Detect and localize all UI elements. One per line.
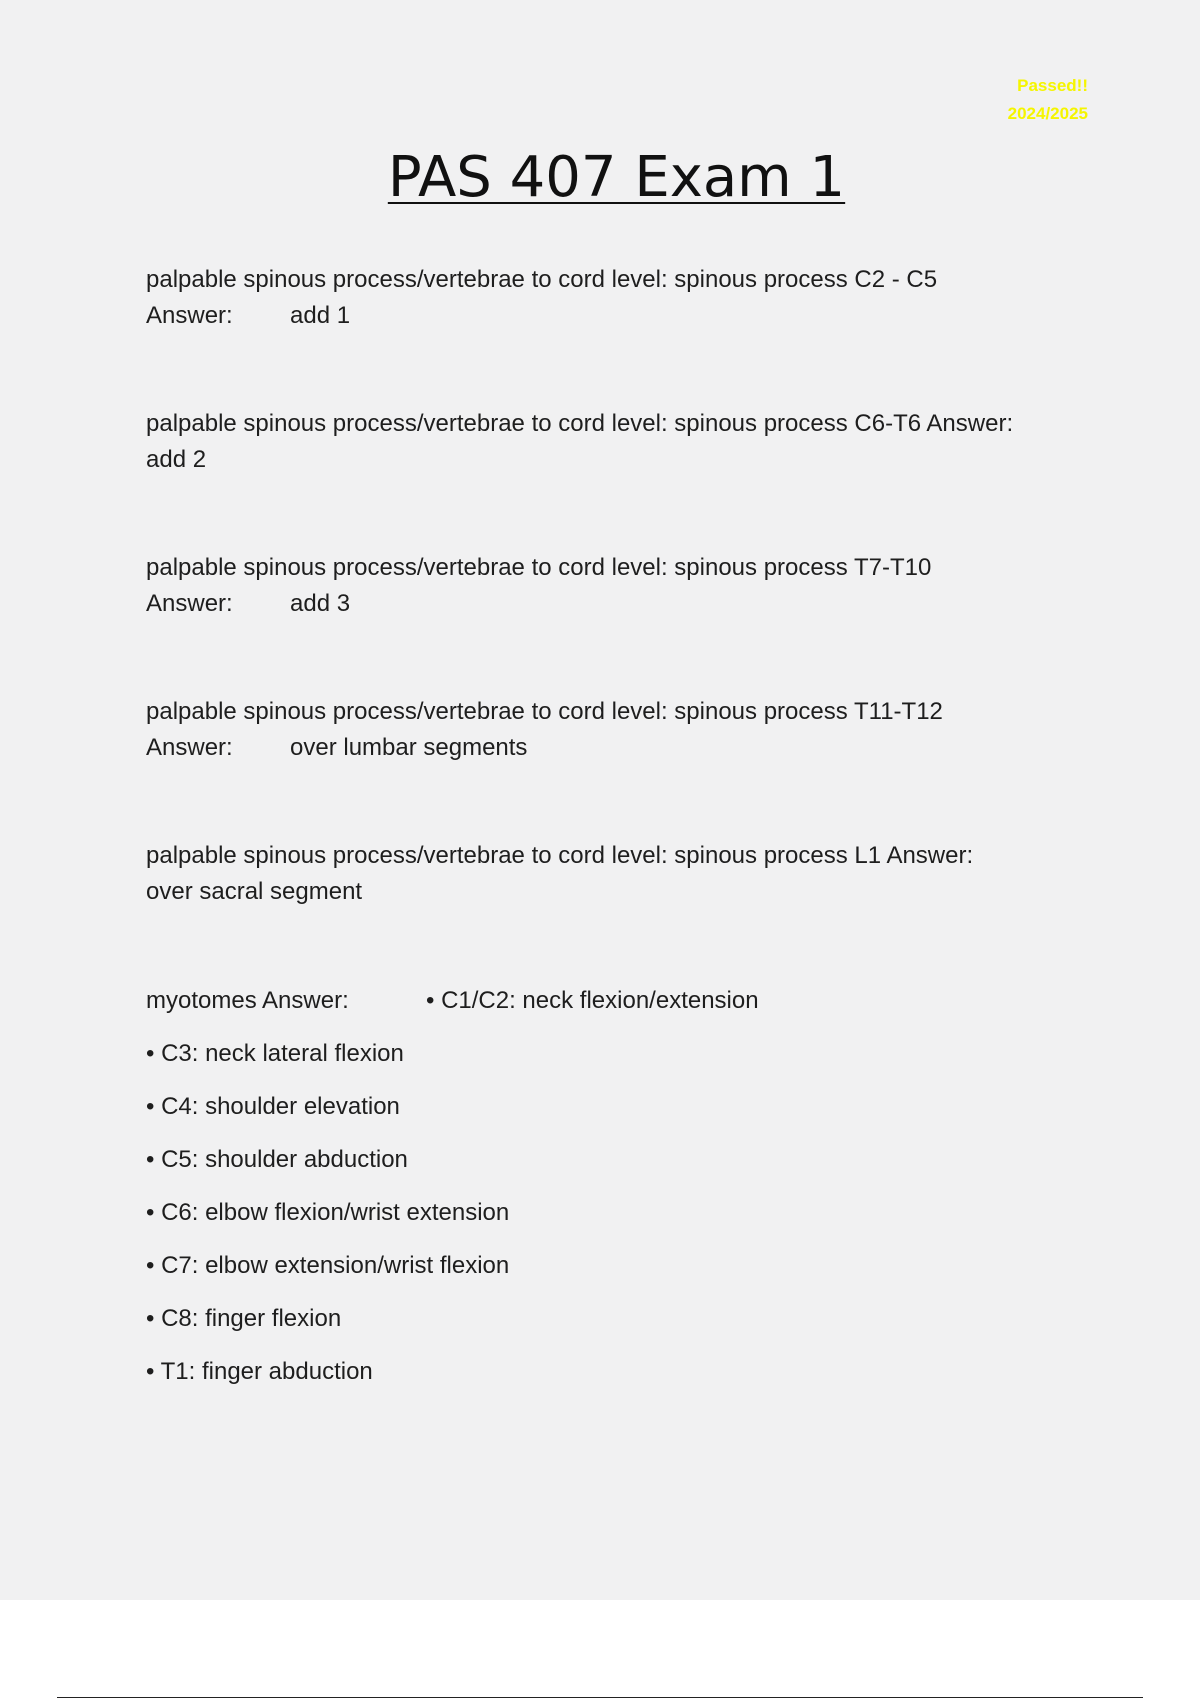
question-text: palpable spinous process/vertebrae to cord level: spinous process T11-T12 [146,698,943,725]
myotome-entry: • C5: shoulder abduction [146,1146,408,1173]
myotome-entry: • C8: finger flexion [146,1305,342,1332]
question-text: palpable spinous process/vertebrae to cord level: spinous process L1 Answer: [146,842,974,869]
qa-item [146,550,1096,694]
stamp-line-1: Passed!! [1017,76,1088,95]
qa-content [146,262,1096,1398]
myotomes-item [146,974,1096,1398]
passed-stamp [1008,72,1088,128]
answer-text: add 2 [146,446,207,473]
myotome-entry: • C6: elbow flexion/wrist extension [146,1199,510,1226]
answer-line [146,298,1096,334]
answer-text: over sacral segment [146,878,363,905]
myotome-entry: • C7: elbow extension/wrist flexion [146,1252,510,1279]
myotome-entry: • T1: finger abduction [146,1358,373,1385]
answer-label: Answer: [146,302,233,329]
question-text: palpable spinous process/vertebrae to cord level: spinous process C2 - C5 [146,266,938,293]
page-title: PAS 407 Exam 1 [387,145,846,210]
qa-item [146,838,1096,982]
answer-line [146,586,1096,622]
question-text: palpable spinous process/vertebrae to cord level: spinous process C6-T6 Answer: [146,410,1014,437]
answer-text: add 3 [290,590,351,617]
myotome-first-line [146,974,1096,1027]
myotome-entry: • C1/C2: neck flexion/extension [426,987,759,1014]
answer-text: add 1 [290,302,351,329]
myotome-entry: • C4: shoulder elevation [146,1093,400,1120]
answer-line [146,730,1096,766]
myotome-entry: • C3: neck lateral flexion [146,1040,404,1067]
qa-item [146,694,1096,838]
myotomes-label: myotomes Answer: [146,987,349,1014]
answer-text: over lumbar segments [290,734,528,761]
question-text: palpable spinous process/vertebrae to cord level: spinous process T7-T10 [146,554,932,581]
stamp-line-2: 2024/2025 [1007,104,1088,123]
answer-label: Answer: [146,590,233,617]
qa-item [146,406,1096,550]
footer-divider [57,1697,1143,1698]
qa-item [146,262,1096,406]
answer-label: Answer: [146,734,233,761]
